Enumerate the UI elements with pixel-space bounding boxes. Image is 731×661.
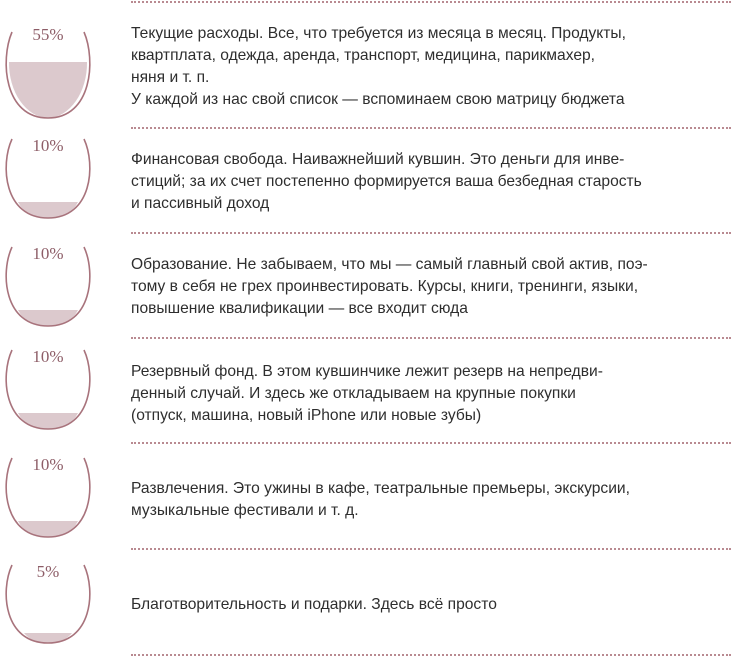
text-line: няня и т. п. [131, 69, 210, 86]
text-line: Благотворительность и подарки. Здесь всё просто [131, 596, 497, 613]
text-line: Финансовая свобода. Наиважнейший кувшин. Это деньги для инве- [131, 151, 625, 168]
divider-top [131, 1, 731, 3]
jar-icon [0, 20, 96, 120]
text-line: стиций; за их счет постепенно формируется ваша безбедная старость [131, 173, 642, 190]
jar-row-education [0, 243, 731, 338]
jar-icon [0, 243, 96, 343]
jar-icon [0, 561, 96, 661]
text-line: У каждой из нас свой список — вспоминаем свою матрицу бюджета [131, 91, 625, 108]
divider-2 [131, 232, 731, 234]
jar-percent: 10% [32, 244, 64, 263]
jar-row-entertainment [0, 454, 731, 549]
jar-row-current-expenses [0, 20, 731, 125]
jar-icon [0, 135, 96, 235]
jar-percent: 55% [32, 25, 64, 44]
jar-icon [0, 454, 96, 554]
jar-percent: 10% [32, 136, 64, 155]
jar-description [131, 254, 731, 320]
jar-icon [0, 346, 96, 446]
text-line: (отпуск, машина, новый iPhone или новые зубы) [131, 407, 482, 424]
text-line: Образование. Не забываем, что мы — самый главный свой актив, поэ- [131, 256, 648, 273]
text-line: повышение квалификации — все входит сюда [131, 300, 468, 317]
text-line: денный случай. И здесь же откладываем на крупные покупки [131, 385, 576, 402]
text-line: Развлечения. Это ужины в кафе, театральные премьеры, экскурсии, [131, 480, 630, 497]
text-line: и пассивный доход [131, 195, 270, 212]
jar-description [131, 23, 731, 111]
divider-4 [131, 442, 731, 444]
text-line: Резервный фонд. В этом кувшинчике лежит резерв на непредви- [131, 363, 603, 380]
jar-description [131, 361, 731, 427]
jar-row-charity [0, 561, 731, 656]
text-line: Текущие расходы. Все, что требуется из месяца в месяц. Продукты, [131, 25, 626, 42]
jar-percent: 5% [36, 562, 60, 581]
divider-1 [131, 127, 731, 129]
jar-description [131, 478, 731, 522]
jar-percent: 10% [32, 347, 64, 366]
jar-description [131, 149, 731, 215]
jar-percent: 10% [32, 455, 64, 474]
jar-row-reserve-fund [0, 346, 731, 441]
text-line: квартплата, одежда, аренда, транспорт, медицина, парикмахер, [131, 47, 595, 64]
jar-row-financial-freedom [0, 135, 731, 230]
text-line: тому в себя не грех проинвестировать. Курсы, книги, тренинги, языки, [131, 278, 639, 295]
text-line: музыкальные фестивали и т. д. [131, 502, 359, 519]
jar-description [131, 594, 731, 616]
